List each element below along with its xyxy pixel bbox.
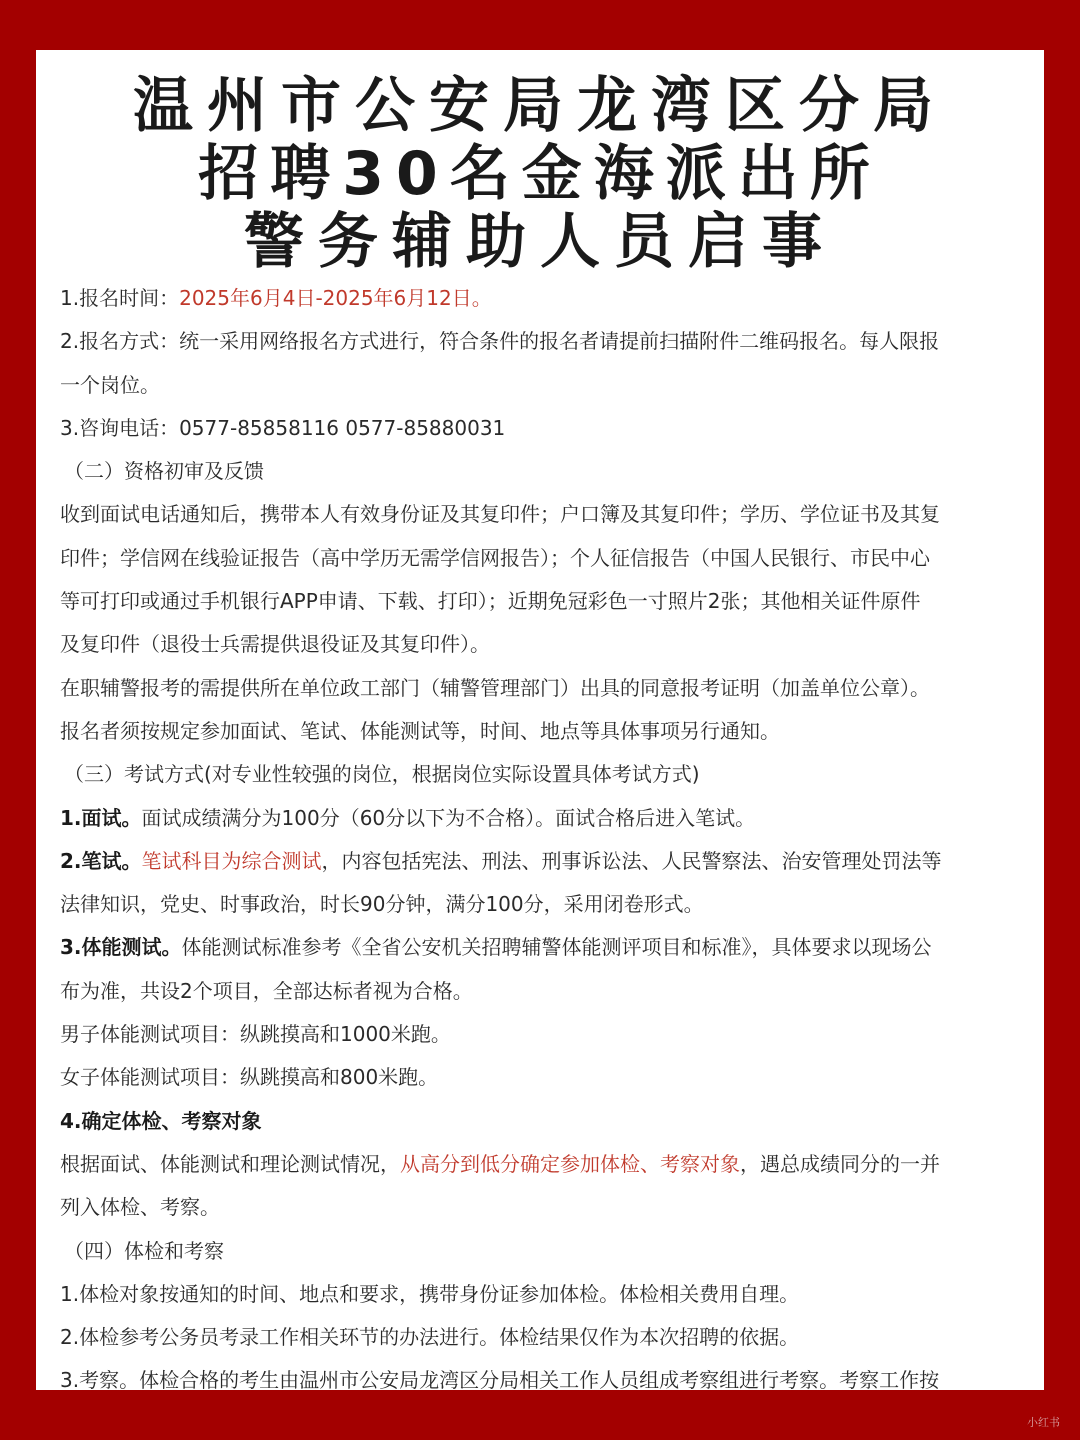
registration-time-label: 1.报名时间： [60,286,180,310]
interview-text: 面试成绩满分为100分（60分以下为不合格）。面试合格后进入笔试。 [141,805,756,830]
ranking-rule-suffix: ，遇总成绩同分的一并 [740,1151,940,1176]
paragraph-line: 3.考察。体检合格的考生由温州市公安局龙湾区分局相关工作人员组成考察组进行考察。考察工作按 [60,1368,940,1390]
title-line-3: 警务辅助人员启事 [244,207,836,277]
ranking-rule [60,1143,1016,1186]
title-line-2: 招聘30名金海派出所 [198,139,882,209]
paragraph-line: 印件；学信网在线验证报告（高中学历无需学信网报告）；个人征信报告（中国人民银行、市民中心 [60,545,930,570]
watermark: 小红书 [1027,1416,1060,1429]
paragraph-line: 1.体检对象按通知的时间、地点和要求，携带身份证参加体检。体检相关费用自理。 [60,1281,800,1306]
section-heading-4-confirm: 4.确定体检、考察对象 [60,1108,262,1133]
document-body [60,277,1016,1390]
female-fitness-items: 女子体能测试项目：纵跳摸高和800米跑。 [60,1065,439,1090]
registration-method: 2.报名方式：统一采用网络报名方式进行，符合条件的报名者请提前扫描附件二维码报名。每人限报 [60,329,940,354]
ranking-rule-prefix: 根据面试、体能测试和理论测试情况， [60,1151,400,1176]
interview-label: 1.面试。 [60,805,142,830]
registration-method-cont: 一个岗位。 [60,372,160,397]
section-heading-2: （二）资格初审及反馈 [64,459,264,484]
paragraph-line: 法律知识，党史、时事政治，时长90分钟，满分100分，采用闭卷形式。 [60,892,704,917]
fitness-test-item [60,926,1016,969]
paragraph-line: 报名者须按规定参加面试、笔试、体能测试等，时间、地点等具体事项另行通知。 [60,718,780,743]
document-card [36,50,1044,1390]
section-heading-3: （三）考试方式(对专业性较强的岗位，根据岗位实际设置具体考试方式) [64,762,700,787]
fitness-test-label: 3.体能测试。 [60,935,182,960]
written-exam-text: ，内容包括宪法、刑法、刑事诉讼法、人民警察法、治安管理处罚法等 [321,848,942,873]
written-exam-item [60,840,1016,883]
paragraph-line: 列入体检、考察。 [60,1195,220,1220]
section-heading-4: （四）体检和考察 [64,1238,224,1263]
interview-item [60,797,1016,840]
paragraph-line: 等可打印或通过手机银行APP申请、下载、打印）；近期免冠彩色一寸照片2张；其他相关证件原件 [60,589,921,614]
paragraph-line: 布为准，共设2个项目，全部达标者视为合格。 [60,978,473,1003]
registration-time [60,277,1016,320]
paragraph-line: 2.体检参考公务员考录工作相关环节的办法进行。体检结果仅作为本次招聘的依据。 [60,1325,800,1350]
male-fitness-items: 男子体能测试项目：纵跳摸高和1000米跑。 [60,1022,451,1047]
paragraph-line: 在职辅警报考的需提供所在单位政工部门（辅警管理部门）出具的同意报考证明（加盖单位公章）。 [60,675,930,700]
ranking-rule-highlight: 从高分到低分确定参加体检、考察对象 [400,1151,740,1176]
registration-time-value: 2025年6月4日-2025年6月12日。 [179,286,492,310]
fitness-test-text: 体能测试标准参考《全省公安机关招聘辅警体能测评项目和标准》，具体要求以现场公 [181,935,932,960]
paragraph-line: 收到面试电话通知后，携带本人有效身份证及其复印件；户口簿及其复印件；学历、学位证书及其复 [60,502,940,527]
written-exam-label: 2.笔试。 [60,848,142,873]
consult-phone: 3.咨询电话：0577-85858116 0577-85880031 [60,415,506,440]
title-line-1: 温州市公安局龙湾区分局 [133,71,947,141]
written-exam-highlight: 笔试科目为综合测试 [141,848,322,873]
paragraph-line: 及复印件（退役士兵需提供退役证及其复印件）。 [60,632,490,657]
